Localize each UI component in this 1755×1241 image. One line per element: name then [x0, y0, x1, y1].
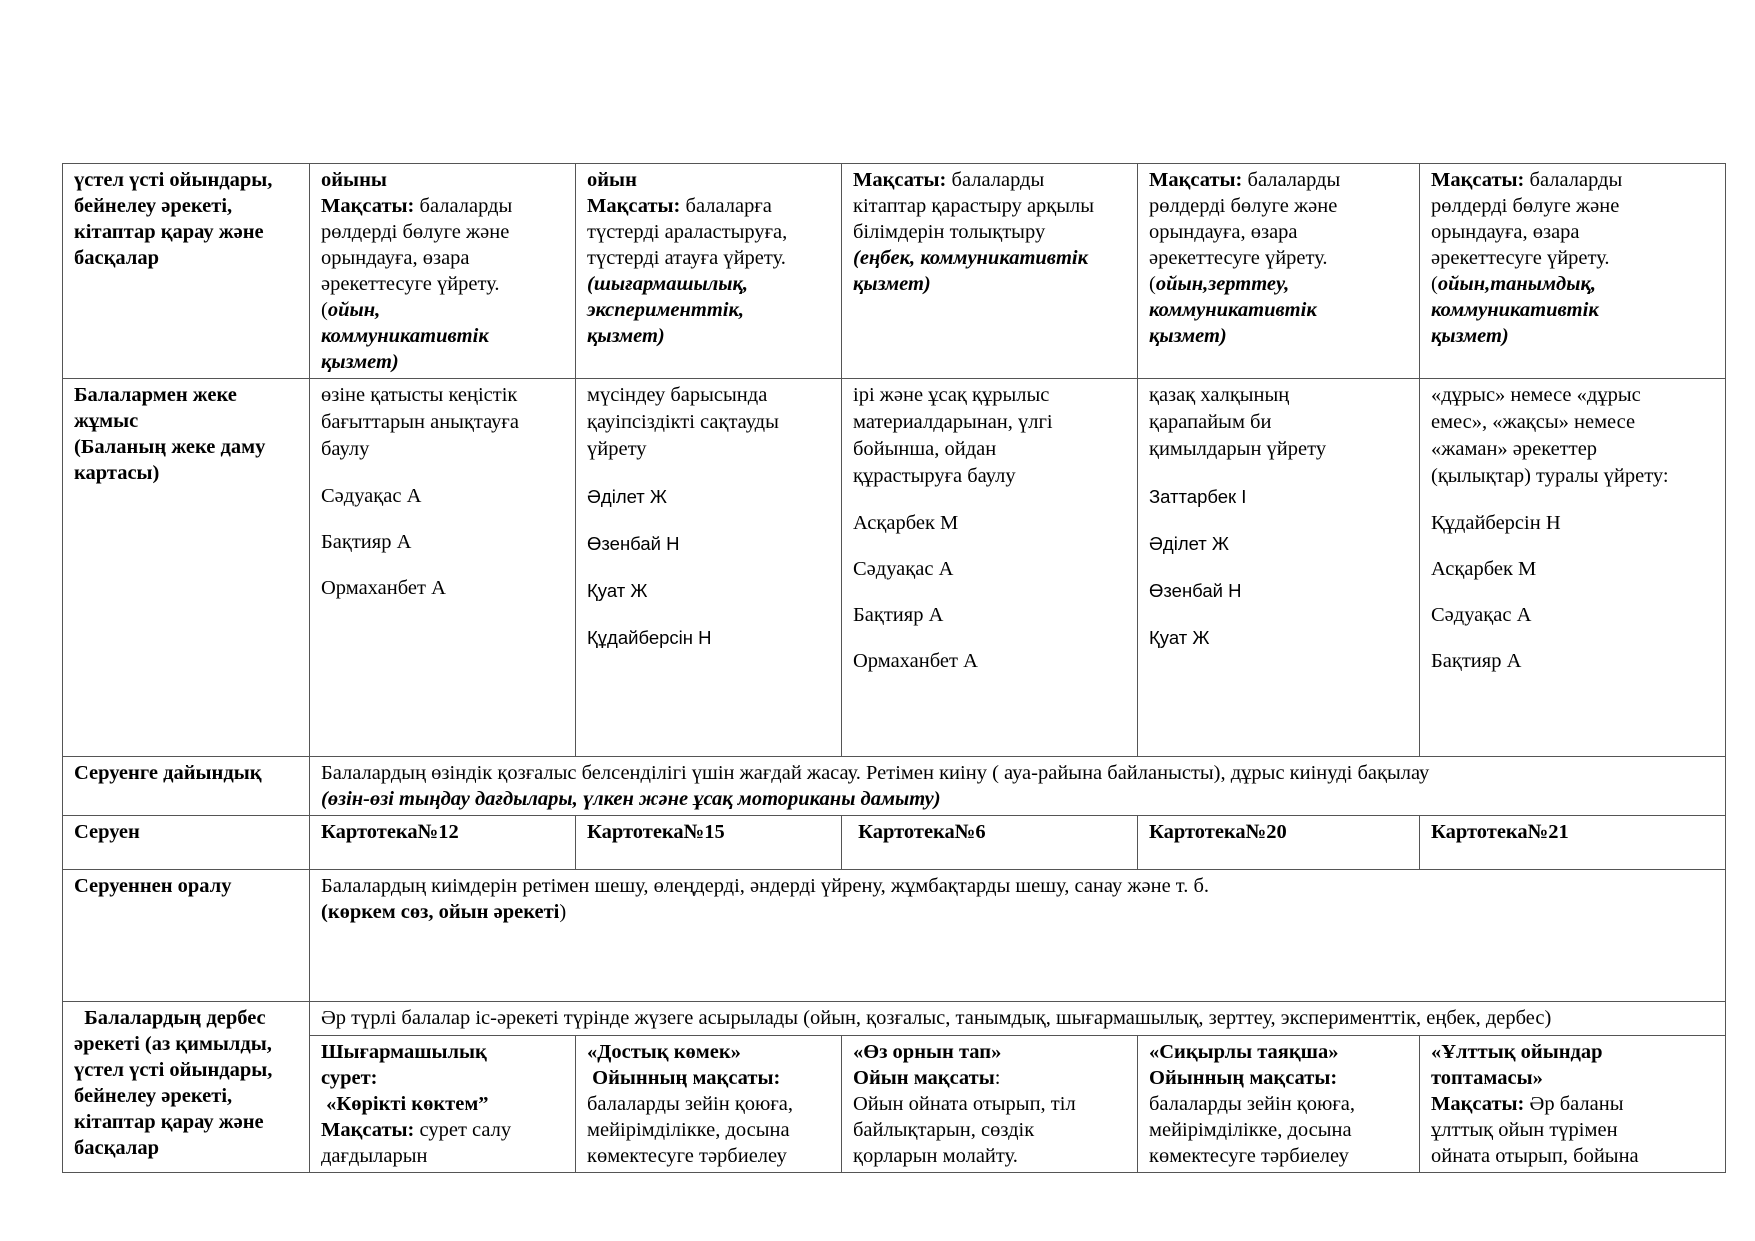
text-line	[321, 167, 564, 193]
text-line	[1431, 1117, 1714, 1143]
text-normal: Ойын ойната отырып, тіл	[853, 1093, 1076, 1115]
text-line	[853, 1143, 1126, 1169]
row-label-return-from-walk	[63, 870, 310, 1002]
text-bold: «Сиқырлы таяқша»	[1149, 1041, 1339, 1063]
child-name: Асқарбек М	[1431, 558, 1537, 580]
child-name: Құдайберсін Н	[587, 627, 712, 648]
text-line	[587, 323, 830, 349]
activity-text: Балалардың киімдерін ретімен шешу, өлеңдерді, әндерді үйрену, жұмбақтарды шешу, санау және т. б.	[321, 875, 1210, 897]
text-normal: қорларын молайту.	[853, 1145, 1018, 1167]
text-line	[587, 1091, 830, 1117]
text-line	[1431, 1091, 1714, 1117]
text-normal: көмектесуге тәрбиелеу	[1149, 1145, 1349, 1167]
text-line	[1431, 297, 1714, 323]
text-line	[1149, 1065, 1408, 1091]
text-normal: ұлттық ойын түрімен	[1431, 1119, 1618, 1141]
child-name: Асқарбек М	[853, 512, 959, 534]
text-line	[321, 323, 564, 349]
card-file-label: Картотека№21	[1431, 821, 1569, 843]
task-line: өзіне қатысты кеңістік	[321, 384, 518, 406]
text-line	[587, 1065, 830, 1091]
day-cell	[842, 379, 1138, 757]
text-line	[587, 167, 830, 193]
text-line	[1431, 1065, 1714, 1091]
text-line	[1431, 219, 1714, 245]
child-name: Бақтияр А	[853, 604, 944, 626]
task-line: баулу	[321, 438, 370, 460]
text-line	[587, 297, 830, 323]
text-bold: «Достық көмек»	[587, 1041, 741, 1063]
text-normal: балаларды	[1524, 169, 1623, 191]
text-line	[1149, 271, 1408, 297]
day-cell	[842, 1036, 1138, 1173]
label-line: үстел үсті ойындары,	[74, 169, 273, 191]
text-bold: «Өз орнын тап»	[853, 1041, 1002, 1063]
day-cell	[1420, 379, 1726, 757]
text-line	[1431, 1039, 1714, 1065]
day-cell	[310, 1036, 576, 1173]
task-line: мүсіндеу барысында	[587, 384, 768, 406]
text-bold-italic: (еңбек, коммуникативтік	[853, 247, 1088, 269]
activity-note: (көркем сөз, ойын әрекеті	[321, 901, 560, 923]
text-line	[1149, 1091, 1408, 1117]
day-cell	[842, 164, 1138, 379]
card-file-cell	[1420, 816, 1726, 870]
row-label-table-games	[63, 164, 310, 379]
card-file-cell	[1138, 816, 1420, 870]
text-bold: Мақсаты:	[1431, 169, 1525, 191]
text-line	[1431, 245, 1714, 271]
row-walk-preparation	[63, 757, 1726, 816]
card-file-cell	[842, 816, 1138, 870]
text-bold-italic: эксперименттік,	[587, 299, 744, 321]
text-normal: білімдерін толықтыру	[853, 221, 1046, 243]
child-name: Сәдуақас А	[321, 485, 422, 507]
child-name: Қуат Ж	[1149, 627, 1210, 648]
text-line	[587, 245, 830, 271]
text-line	[321, 1039, 564, 1065]
child-name: Әділет Ж	[1149, 533, 1229, 554]
text-normal: рөлдерді бөлуге және	[1431, 195, 1620, 217]
task-line: бағыттарын анықтауға	[321, 411, 519, 433]
text-normal: балаларды	[1242, 169, 1341, 191]
text-line	[853, 1117, 1126, 1143]
row-individual-work	[63, 379, 1726, 757]
text-line	[321, 297, 564, 323]
row-walk	[63, 816, 1726, 870]
text-bold-italic: коммуникативтік	[1431, 299, 1599, 321]
text-normal: әрекеттесуге үйрету.	[1149, 247, 1328, 269]
text-line	[853, 219, 1126, 245]
text-line	[853, 1039, 1126, 1065]
text-normal: мейірімділікке, досына	[1149, 1119, 1352, 1141]
day-cell	[576, 379, 842, 757]
row-independent-activity-intro	[63, 1002, 1726, 1036]
task-description	[321, 382, 564, 463]
text-line	[321, 219, 564, 245]
child-name: Бақтияр А	[1431, 650, 1522, 672]
text-normal: мейірімділікке, досына	[587, 1119, 790, 1141]
task-description	[587, 382, 830, 463]
text-normal: сурет салу	[414, 1119, 512, 1141]
text-normal: рөлдерді бөлуге және	[1149, 195, 1338, 217]
text-bold: «Көрікті көктем”	[321, 1093, 489, 1115]
text-line	[1149, 245, 1408, 271]
text-bold-italic: ойын,зерттеу,	[1155, 273, 1290, 295]
text-normal: түстерді атауға үйрету.	[587, 247, 786, 269]
text-line	[587, 1117, 830, 1143]
text-bold: Мақсаты:	[321, 195, 415, 217]
task-description	[853, 382, 1126, 490]
child-name: Әділет Ж	[587, 486, 667, 507]
text-line	[321, 349, 564, 375]
child-name: Ормаханбет А	[853, 650, 978, 672]
text-normal: орындауға, өзара	[1149, 221, 1298, 243]
label-line: картасы)	[74, 462, 160, 484]
text-bold-italic: қызмет)	[1149, 325, 1227, 347]
text-line	[1149, 1143, 1408, 1169]
text-bold-italic: қызмет)	[587, 325, 665, 347]
text-bold: Мақсаты:	[587, 195, 681, 217]
text-normal: балаларды зейін қоюға,	[1149, 1093, 1355, 1115]
text-line	[587, 1143, 830, 1169]
text-line	[853, 167, 1126, 193]
text-line	[1149, 193, 1408, 219]
day-cell	[310, 379, 576, 757]
child-name: Сәдуақас А	[1431, 604, 1532, 626]
task-line: қарапайым би	[1149, 411, 1272, 433]
text-normal: орындауға, өзара	[1431, 221, 1580, 243]
activity-text: Балалардың өзіндік қозғалыс белсенділігі үшін жағдай жасау. Ретімен киіну ( ауа-райына байланысты), дұрыс киінуді бақылау	[321, 762, 1430, 784]
activity-text: Әр түрлі балалар іс-әрекеті түрінде жүзеге асырылады (ойын, қозғалыс, танымдық, шығармашылық, зерттеу, эксперименттік, еңбек, дербес)	[321, 1007, 1552, 1029]
task-line: бойынша, ойдан	[853, 438, 997, 460]
child-name: Қуат Ж	[587, 580, 648, 601]
task-line: үйрету	[587, 438, 647, 460]
card-file-cell	[310, 816, 576, 870]
label-line: Балалармен жеке	[74, 384, 237, 406]
day-cell	[310, 164, 576, 379]
text-normal: рөлдерді бөлуге және	[321, 221, 510, 243]
text-bold-italic: қызмет)	[1431, 325, 1509, 347]
text-bold: топтамасы»	[1431, 1067, 1543, 1089]
text-line	[1149, 219, 1408, 245]
text-normal: орындауға, өзара	[321, 247, 470, 269]
text-normal: (	[1149, 273, 1156, 295]
row-return-from-walk	[63, 870, 1726, 1002]
text-bold: Ойын мақсаты	[853, 1067, 995, 1089]
text-normal: балаларға	[680, 195, 772, 217]
day-cell	[1138, 1036, 1420, 1173]
task-line: (қылықтар) туралы үйрету:	[1431, 465, 1669, 487]
text-normal: Әр баланы	[1524, 1093, 1624, 1115]
text-bold-italic: коммуникативтік	[1149, 299, 1317, 321]
text-line	[1431, 193, 1714, 219]
text-bold-italic: коммуникативтік	[321, 325, 489, 347]
child-name: Өзенбай Н	[587, 533, 680, 554]
text-bold: ойын	[587, 169, 637, 191]
label-line: үстел үсті ойындары,	[74, 1059, 273, 1081]
text-normal: ойната отырып, бойына	[1431, 1145, 1639, 1167]
text-normal: көмектесуге тәрбиелеу	[587, 1145, 787, 1167]
text-bold: ойыны	[321, 169, 387, 191]
label-line: бейнелеу әрекеті,	[74, 1085, 233, 1107]
label-text: Серуеннен оралу	[74, 875, 232, 897]
child-name: Бақтияр А	[321, 531, 412, 553]
text-line	[853, 1091, 1126, 1117]
text-normal: дағдыларын	[321, 1145, 428, 1167]
text-normal: балаларды	[946, 169, 1045, 191]
text-bold: сурет:	[321, 1067, 378, 1089]
label-line: әрекеті (аз қимылды,	[74, 1033, 272, 1055]
day-cell	[576, 164, 842, 379]
text-normal: әрекеттесуге үйрету.	[1431, 247, 1610, 269]
child-name: Сәдуақас А	[853, 558, 954, 580]
text-bold: Мақсаты:	[853, 169, 947, 191]
text-normal: (	[321, 299, 328, 321]
day-cell	[1420, 1036, 1726, 1173]
text-line	[1149, 297, 1408, 323]
row-label-independent-activity	[63, 1002, 310, 1173]
child-name: Өзенбай Н	[1149, 580, 1242, 601]
label-line: кітаптар қарау және	[74, 221, 264, 243]
text-normal: балаларды зейін қоюға,	[587, 1093, 793, 1115]
text-normal: әрекеттесуге үйрету.	[321, 273, 500, 295]
task-line: «жаман» әрекеттер	[1431, 438, 1598, 460]
card-file-label: Картотека№6	[853, 821, 986, 843]
day-cell	[1420, 164, 1726, 379]
task-line: құрастыруға баулу	[853, 465, 1016, 487]
text-normal: балаларды	[414, 195, 513, 217]
text-line	[321, 193, 564, 219]
text-bold-italic: (шығармашылық,	[587, 273, 749, 295]
text-line	[1149, 167, 1408, 193]
text-bold-italic: ойын,танымдық,	[1437, 273, 1596, 295]
text-line	[853, 271, 1126, 297]
text-line	[321, 1117, 564, 1143]
card-file-label: Картотека№20	[1149, 821, 1287, 843]
text-line	[1431, 323, 1714, 349]
label-line: басқалар	[74, 1137, 159, 1159]
child-name: Ормаханбет А	[321, 577, 446, 599]
text-line	[321, 1091, 564, 1117]
text-normal: кітаптар қарастыру арқылы	[853, 195, 1095, 217]
text-bold-italic: қызмет)	[321, 351, 399, 373]
card-file-label: Картотека№12	[321, 821, 459, 843]
row-table-games	[63, 164, 1726, 379]
text-line	[587, 219, 830, 245]
text-normal: :	[994, 1067, 1001, 1089]
row-independent-activity-games	[63, 1036, 1726, 1173]
label-line: кітаптар қарау және	[74, 1111, 264, 1133]
child-name: Құдайберсін Н	[1431, 512, 1561, 534]
text-line	[853, 245, 1126, 271]
text-line	[1149, 323, 1408, 349]
text-bold: Ойынның мақсаты:	[587, 1067, 781, 1089]
text-line	[853, 1065, 1126, 1091]
text-normal: (	[1431, 273, 1438, 295]
independent-activity-text	[310, 1002, 1726, 1036]
activity-note: (өзін-өзі тыңдау дағдылары, үлкен және ұсақ моториканы дамыту)	[321, 788, 941, 810]
text-line	[1431, 1143, 1714, 1169]
label-line: бейнелеу әрекеті,	[74, 195, 233, 217]
text-line	[853, 193, 1126, 219]
text-bold: Мақсаты:	[1431, 1093, 1525, 1115]
text-bold: «Ұлттық ойындар	[1431, 1041, 1603, 1063]
text-line	[321, 271, 564, 297]
label-text: Серуен	[74, 821, 140, 843]
text-line	[1431, 271, 1714, 297]
task-line: ірі және ұсақ құрылыс	[853, 384, 1050, 406]
text-line	[587, 1039, 830, 1065]
text-bold: Шығармашылық	[321, 1041, 487, 1063]
text-bold: Мақсаты:	[321, 1119, 415, 1141]
text-line	[1149, 1039, 1408, 1065]
row-label-individual-work	[63, 379, 310, 757]
text-line	[587, 271, 830, 297]
child-name: Заттарбек І	[1149, 486, 1247, 507]
walk-preparation-text	[310, 757, 1726, 816]
row-label-walk	[63, 816, 310, 870]
text-normal: түстерді араластыруға,	[587, 221, 788, 243]
task-line: материалдарынан, үлгі	[853, 411, 1053, 433]
text-line	[321, 1065, 564, 1091]
text-normal: байлықтарын, сөздік	[853, 1119, 1035, 1141]
card-file-label: Картотека№15	[587, 821, 725, 843]
label-line: жұмыс	[74, 410, 139, 432]
task-line: емес», «жақсы» немесе	[1431, 411, 1636, 433]
return-walk-text	[310, 870, 1726, 1002]
text-bold-italic: ойын,	[327, 299, 381, 321]
row-label-walk-preparation	[63, 757, 310, 816]
day-cell	[1138, 379, 1420, 757]
task-description	[1431, 382, 1714, 490]
text-line	[1431, 167, 1714, 193]
day-cell	[1138, 164, 1420, 379]
text-line	[1149, 1117, 1408, 1143]
task-line: қазақ халқының	[1149, 384, 1290, 406]
label-line: Балалардың дербес	[74, 1007, 266, 1029]
label-line: (Баланың жеке даму	[74, 436, 266, 458]
label-text: Серуенге дайындық	[74, 762, 262, 784]
text-bold-italic: қызмет)	[853, 273, 931, 295]
text-bold: Ойынның мақсаты:	[1149, 1067, 1338, 1089]
task-line: қимылдарын үйрету	[1149, 438, 1327, 460]
text-bold: Мақсаты:	[1149, 169, 1243, 191]
task-description	[1149, 382, 1408, 463]
day-cell	[576, 1036, 842, 1173]
card-file-cell	[576, 816, 842, 870]
activity-note-end: )	[559, 901, 567, 923]
label-line: басқалар	[74, 247, 159, 269]
task-line: қауіпсіздікті сақтауды	[587, 411, 779, 433]
text-line	[321, 1143, 564, 1169]
text-line	[321, 245, 564, 271]
task-line: «дұрыс» немесе «дұрыс	[1431, 384, 1641, 406]
text-line	[587, 193, 830, 219]
weekly-plan-table	[62, 163, 1726, 1173]
